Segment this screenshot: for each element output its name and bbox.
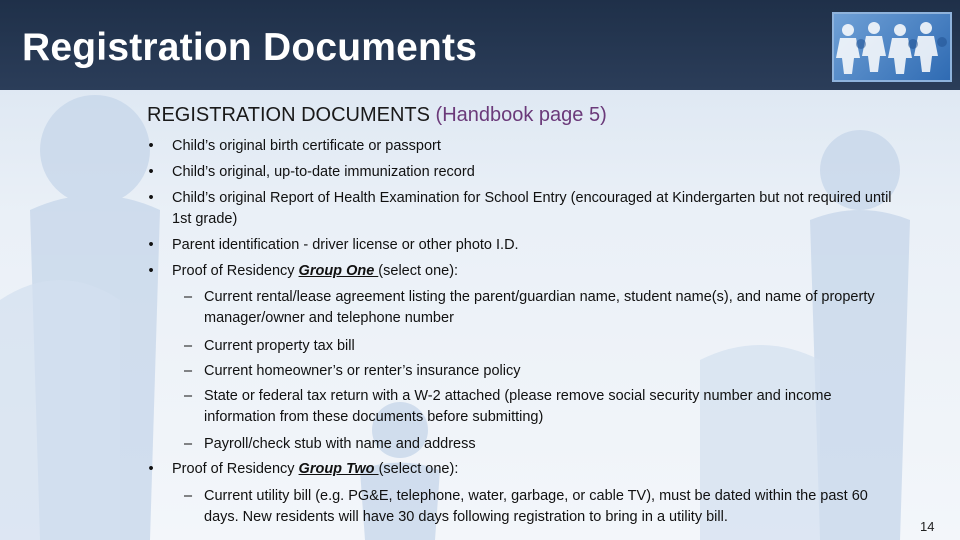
title-bar <box>0 0 960 90</box>
bullet-icon: • <box>148 138 154 154</box>
sub-list-item <box>184 287 904 329</box>
dash-icon: – <box>184 436 193 452</box>
slide-title: Registration Documents <box>22 26 478 69</box>
sub-list-item-text: Current property tax bill <box>204 338 355 354</box>
sub-list-item-text: Current homeowner’s or renter’s insurance policy <box>204 363 521 379</box>
dash-icon: – <box>184 488 193 504</box>
page-number: 14 <box>920 519 935 534</box>
list-item-text: Child’s original, up-to-date immunization record <box>172 164 475 180</box>
bullet-icon: • <box>148 190 154 206</box>
list-item-text-prefix: Proof of Residency <box>172 263 299 279</box>
sub-list-item <box>184 434 904 455</box>
dash-icon: – <box>184 363 193 379</box>
bullet-icon: • <box>148 164 154 180</box>
bullet-icon: • <box>148 263 154 279</box>
list-item-text: Child’s original Report of Health Examination for School Entry (encouraged at Kindergarten but not required until 1st grade) <box>172 190 892 227</box>
paper-people-logo-icon <box>832 12 952 82</box>
sub-list-item-text: Current utility bill (e.g. PG&E, telephone, water, garbage, or cable TV), must be dated within the past 60 days. New residents will have 30 days following registration to bring in a utility bill. <box>204 488 868 525</box>
group-two-label: Group Two <box>298 461 379 477</box>
sub-list-item-text: State or federal tax return with a W-2 attached (please remove social security number and income information from these documents before submitting) <box>204 388 832 425</box>
bullet-icon: • <box>148 461 154 477</box>
list-item <box>148 188 912 230</box>
sub-list-item-text: Payroll/check stub with name and address <box>204 436 476 452</box>
list-item <box>148 136 912 157</box>
heading-handbook-ref: (Handbook page 5) <box>435 104 607 126</box>
heading-main: REGISTRATION DOCUMENTS <box>147 104 430 126</box>
list-item <box>148 235 912 256</box>
dash-icon: – <box>184 289 193 305</box>
list-item-text: Child’s original birth certificate or passport <box>172 138 441 154</box>
list-item <box>148 162 912 183</box>
list-item <box>148 459 912 480</box>
sub-list-item-text: Current rental/lease agreement listing the parent/guardian name, student name(s), and name of property manager/owner and telephone number <box>204 289 875 326</box>
section-heading <box>147 104 607 127</box>
dash-icon: – <box>184 338 193 354</box>
sub-list-item <box>184 336 904 357</box>
list-item-text: Parent identification - driver license or other photo I.D. <box>172 237 519 253</box>
group-one-label: Group One <box>298 263 379 279</box>
list-item-text-suffix: (select one): <box>378 263 459 279</box>
list-item-text-prefix: Proof of Residency <box>172 461 299 477</box>
sub-list-item <box>184 486 904 528</box>
sub-list-item <box>184 361 904 382</box>
list-item <box>148 261 912 282</box>
bullet-icon: • <box>148 237 154 253</box>
sub-list-item <box>184 386 904 428</box>
dash-icon: – <box>184 388 193 404</box>
list-item-text-suffix: (select one): <box>378 461 459 477</box>
